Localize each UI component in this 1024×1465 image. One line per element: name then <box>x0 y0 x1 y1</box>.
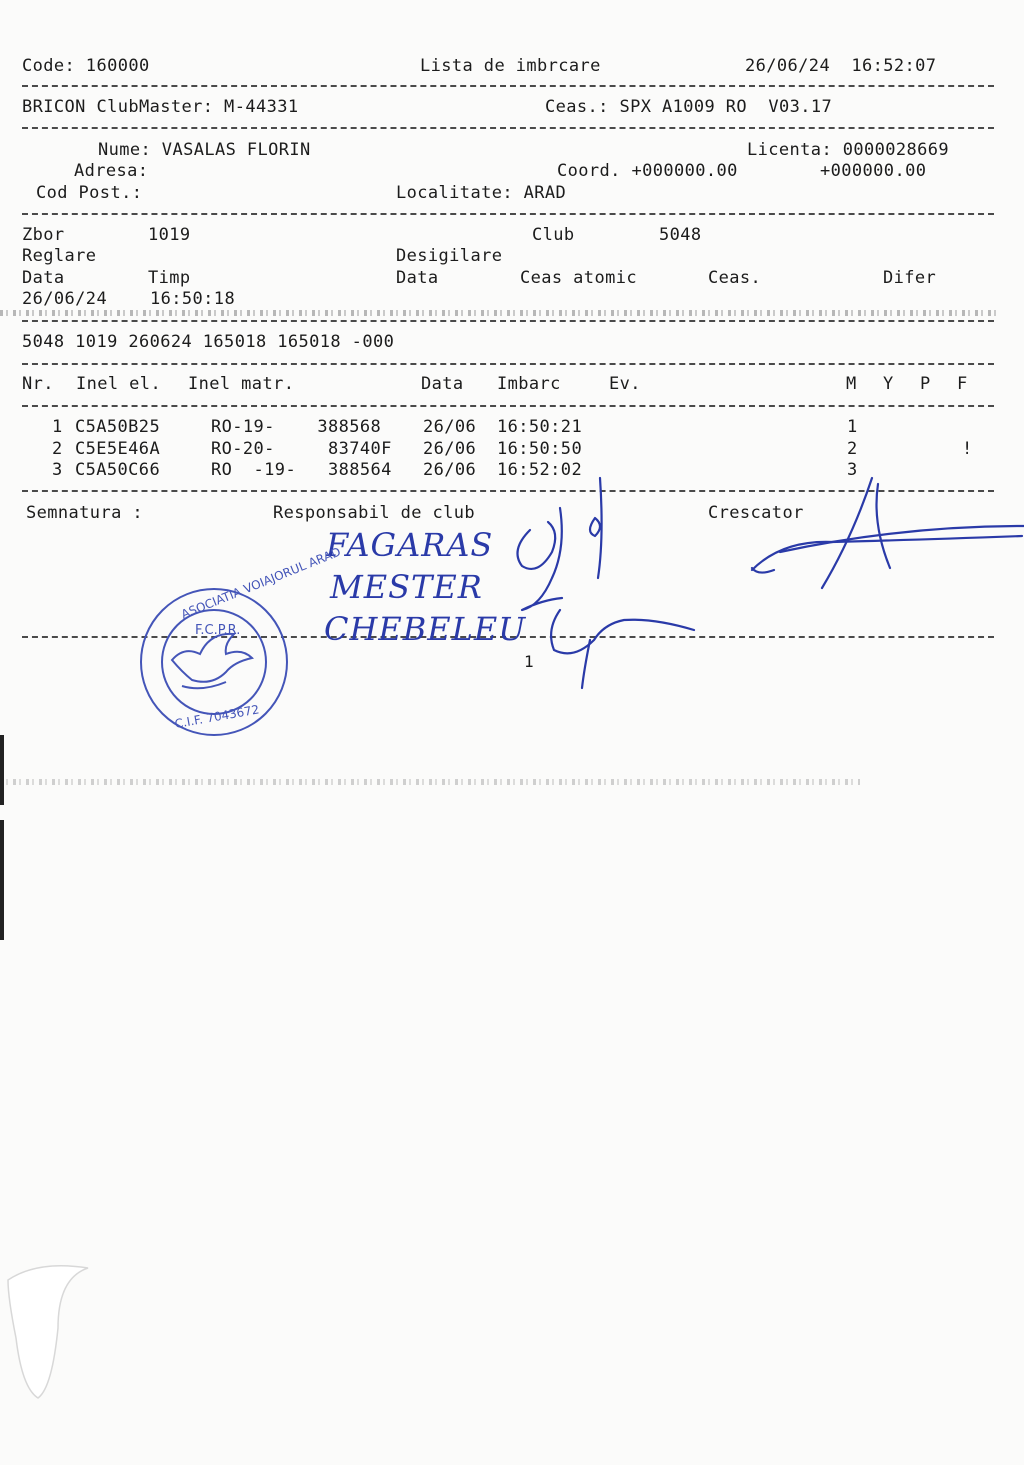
col-f: F <box>957 374 968 394</box>
set-date: 26/06/24 <box>22 289 108 309</box>
owner-postcode-label: Cod Post.: <box>36 183 143 203</box>
row-inel-el: C5A50C66 <box>75 460 161 480</box>
handwritten-name-2: MESTER <box>330 568 483 606</box>
difer-label: Difer <box>883 268 937 288</box>
row-data: 26/06 <box>423 417 477 437</box>
col-data: Data <box>421 374 464 394</box>
row-inel-el: C5A50B25 <box>75 417 161 437</box>
responsible-signature <box>518 478 695 688</box>
data-label: Data <box>22 268 65 288</box>
crescator-label: Crescator <box>708 503 804 523</box>
desigilare-label: Desigilare <box>396 246 503 266</box>
club-label: Club <box>532 225 575 245</box>
row-m: 3 <box>847 460 858 480</box>
owner-name: Nume: VASALAS FLORIN <box>98 140 311 160</box>
owner-coord-2: +000000.00 <box>820 161 927 181</box>
row-inel-matr: RO-19- 388568 <box>211 417 382 437</box>
handwritten-name-1: FAGARAS <box>326 526 494 564</box>
row-inel-matr: RO-20- 83740F <box>211 439 392 459</box>
row-imbarc: 16:50:21 <box>497 417 583 437</box>
col-ev: Ev. <box>609 374 641 394</box>
ceas-atomic-label: Ceas atomic <box>520 268 637 288</box>
flight-number: 1019 <box>148 225 191 245</box>
flight-label: Zbor <box>22 225 65 245</box>
row-inel-el: C5E5E46A <box>75 439 161 459</box>
owner-locality: Localitate: ARAD <box>396 183 567 203</box>
document-title: Lista de imbrcare <box>420 56 601 76</box>
col-p: P <box>920 374 931 394</box>
stamp-bottom-text: C.I.F. 7043672 <box>173 702 261 732</box>
clubmaster-id: BRICON ClubMaster: M-44331 <box>22 97 299 117</box>
handwritten-name-3: CHEBELEU <box>324 610 527 648</box>
col-y: Y <box>883 374 894 394</box>
reglare-label: Reglare <box>22 246 97 266</box>
page-number: 1 <box>524 652 535 671</box>
clock-id: Ceas.: SPX A1009 RO V03.17 <box>545 97 833 117</box>
document-code: Code: 160000 <box>22 56 150 76</box>
semnatura-label: Semnatura : <box>26 503 143 523</box>
col-m: M <box>846 374 857 394</box>
timp-label: Timp <box>148 268 191 288</box>
responsabil-label: Responsabil de club <box>273 503 476 523</box>
row-imbarc: 16:50:50 <box>497 439 583 459</box>
code-line: 5048 1019 260624 165018 165018 -000 <box>22 332 395 352</box>
row-m: 1 <box>847 417 858 437</box>
row-f: ! <box>962 439 973 459</box>
row-nr: 2 <box>52 439 63 459</box>
owner-address-label: Adresa: <box>74 161 149 181</box>
stamp-top-text: ASOCIATIA VOIAJORUL ARAD <box>179 544 343 622</box>
row-data: 26/06 <box>423 439 477 459</box>
row-data: 26/06 <box>423 460 477 480</box>
document-datetime: 26/06/24 16:52:07 <box>745 56 937 76</box>
col-nr: Nr. <box>22 374 54 394</box>
row-nr: 3 <box>52 460 63 480</box>
owner-coord: Coord. +000000.00 <box>557 161 738 181</box>
row-m: 2 <box>847 439 858 459</box>
stamp-mid-text: F.C.P.R. <box>195 623 241 638</box>
set-time: 16:50:18 <box>150 289 236 309</box>
club-number: 5048 <box>659 225 702 245</box>
ceas-label: Ceas. <box>708 268 762 288</box>
row-inel-matr: RO -19- 388564 <box>211 460 392 480</box>
desigilare-data-label: Data <box>396 268 439 288</box>
row-nr: 1 <box>52 417 63 437</box>
col-imbarc: Imbarc <box>497 374 561 394</box>
col-inel-matr: Inel matr. <box>188 374 295 394</box>
row-imbarc: 16:52:02 <box>497 460 583 480</box>
paper-fold <box>8 1266 88 1398</box>
owner-licence: Licenta: 0000028669 <box>747 140 950 160</box>
breeder-signature <box>752 478 1024 588</box>
col-inel-el: Inel el. <box>76 374 162 394</box>
